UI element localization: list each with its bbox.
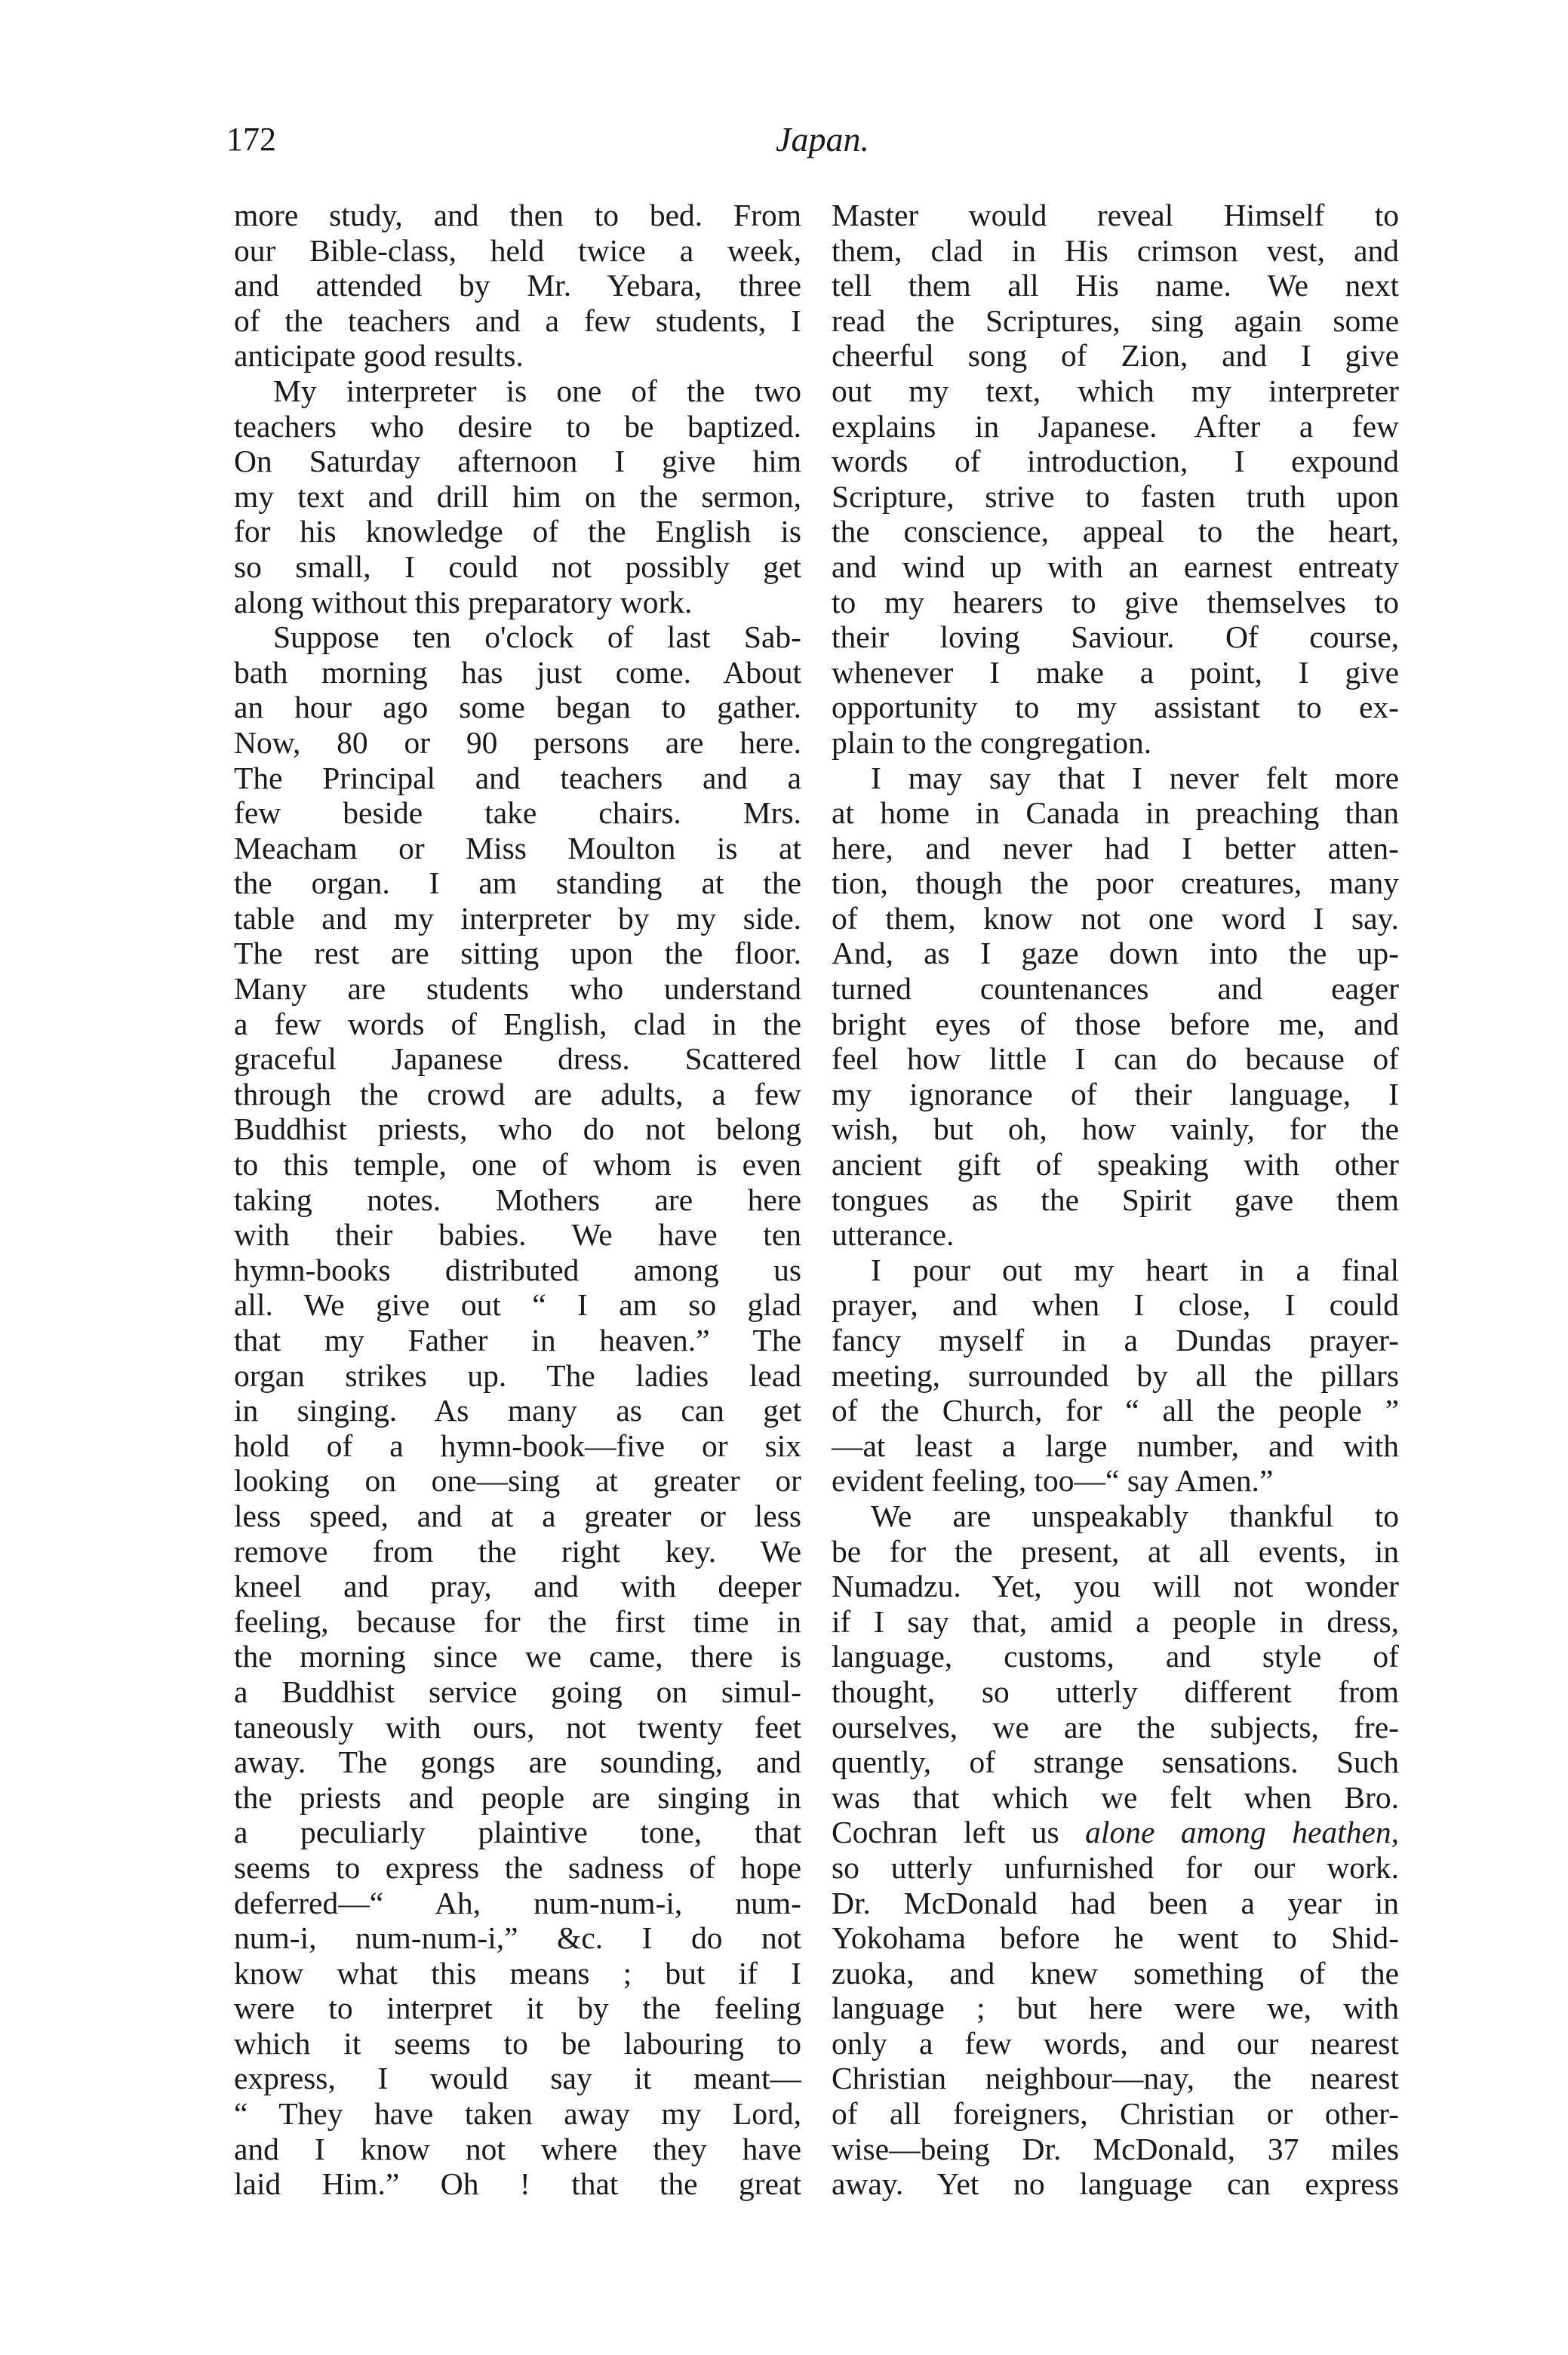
text-line-content: taneously with ours, not twenty feet bbox=[234, 1709, 801, 1745]
text-line-content: Scripture, strive to fasten truth upon bbox=[832, 478, 1399, 514]
text-line bbox=[832, 831, 1399, 866]
text-line-content: —at least a large number, and with bbox=[832, 1428, 1399, 1463]
text-line-content: zuoka, and knew something of the bbox=[832, 1955, 1399, 1991]
text-line bbox=[832, 619, 1399, 655]
text-line-content: language ; but here were we, with bbox=[832, 1991, 1399, 2026]
text-line-content: my ignorance of their language, I bbox=[832, 1076, 1399, 1111]
text-line bbox=[234, 1393, 801, 1428]
text-line bbox=[234, 1287, 801, 1323]
text-line bbox=[832, 761, 1399, 796]
text-line-content: to this temple, one of whom is even bbox=[234, 1147, 801, 1182]
text-line bbox=[832, 795, 1399, 831]
text-line bbox=[832, 1710, 1399, 1745]
text-line-content: the organ. I am standing at the bbox=[234, 865, 801, 901]
text-line bbox=[832, 1111, 1399, 1147]
text-line-content: remove from the right key. We bbox=[234, 1533, 801, 1569]
text-line-content: Buddhist priests, who do not belong bbox=[234, 1111, 801, 1147]
text-line bbox=[234, 2026, 801, 2061]
text-line-content: hold of a hymn-book—five or six bbox=[234, 1428, 801, 1463]
text-line bbox=[234, 303, 801, 339]
text-line-content: laid Him.” Oh ! that the great bbox=[234, 2166, 801, 2202]
text-line bbox=[832, 1358, 1399, 1394]
text-line bbox=[234, 198, 801, 233]
text-line-content: prayer, and when I close, I could bbox=[832, 1287, 1399, 1323]
text-line-content: The rest are sitting upon the floor. bbox=[234, 936, 801, 971]
text-line bbox=[234, 444, 801, 479]
text-line bbox=[832, 1780, 1399, 1815]
text-line-content: anticipate good results. bbox=[234, 338, 524, 374]
text-line-content: if I say that, amid a people in dress, bbox=[832, 1603, 1399, 1639]
text-line-content: only a few words, and our nearest bbox=[832, 2025, 1399, 2061]
page-header bbox=[226, 117, 1419, 162]
text-line-content: whenever I make a point, I give bbox=[832, 654, 1399, 690]
text-line-content: teachers who desire to be baptized. bbox=[234, 408, 801, 444]
text-line-content: My interpreter is one of the two bbox=[273, 373, 801, 408]
text-line bbox=[234, 655, 801, 690]
text-line bbox=[832, 549, 1399, 585]
text-line bbox=[832, 1569, 1399, 1604]
text-line-content: turned countenances and eager bbox=[832, 971, 1399, 1007]
text-line bbox=[832, 374, 1399, 409]
text-line-content: the conscience, appeal to the heart, bbox=[832, 514, 1399, 549]
text-line bbox=[234, 901, 801, 936]
text-line-content: to my hearers to give themselves to bbox=[832, 584, 1399, 619]
text-line-content: an hour ago some began to gather. bbox=[234, 690, 801, 725]
text-line-content: feeling, because for the first time in bbox=[234, 1603, 801, 1639]
text-line-content: Yokohama before he went to Shid- bbox=[832, 1920, 1399, 1956]
text-line-content: wish, but oh, how vainly, for the bbox=[832, 1111, 1399, 1147]
text-line bbox=[832, 1920, 1399, 1956]
text-line-content: feel how little I can do because of bbox=[832, 1041, 1399, 1077]
text-line-content: less speed, and at a greater or less bbox=[234, 1498, 801, 1533]
text-line-content: tell them all His name. We next bbox=[832, 268, 1399, 303]
text-line-content: explains in Japanese. After a few bbox=[832, 408, 1399, 444]
text-line bbox=[832, 1077, 1399, 1112]
text-line bbox=[234, 1920, 801, 1956]
text-line-content: deferred—“ Ah, num-num-i, num- bbox=[234, 1885, 801, 1920]
text-line bbox=[832, 1991, 1399, 2026]
text-line bbox=[234, 1077, 801, 1112]
text-line-content: Suppose ten o'clock of last Sab- bbox=[273, 619, 801, 655]
text-line-content: utterance. bbox=[832, 1217, 955, 1253]
text-line-content: Cochran left us bbox=[832, 1815, 1086, 1850]
text-line-content: was that which we felt when Bro. bbox=[832, 1779, 1399, 1815]
text-line-content: be for the present, at all events, in bbox=[832, 1533, 1399, 1569]
text-line-content: more study, and then to bed. From bbox=[234, 198, 801, 232]
text-line-content: so utterly unfurnished for our work. bbox=[832, 1849, 1399, 1885]
text-line bbox=[832, 936, 1399, 971]
text-line bbox=[832, 1674, 1399, 1710]
text-line-content: Master would reveal Himself to bbox=[832, 198, 1399, 232]
text-line-content: Meacham or Miss Moulton is at bbox=[234, 830, 801, 865]
text-line bbox=[832, 198, 1399, 233]
text-line-content: meeting, surrounded by all the pillars bbox=[832, 1357, 1399, 1393]
text-line bbox=[832, 409, 1399, 444]
text-line-content: along without this preparatory work. bbox=[234, 584, 693, 619]
text-line bbox=[234, 1991, 801, 2026]
text-line bbox=[832, 1287, 1399, 1323]
text-line-content: table and my interpreter by my side. bbox=[234, 900, 801, 936]
text-line bbox=[832, 2061, 1399, 2096]
text-line bbox=[832, 725, 1399, 761]
text-line-content: know what this means ; but if I bbox=[234, 1955, 801, 1991]
text-line bbox=[234, 1182, 801, 1218]
text-line bbox=[234, 268, 801, 303]
text-line bbox=[234, 1358, 801, 1394]
text-line bbox=[234, 2096, 801, 2132]
text-line bbox=[832, 1428, 1399, 1464]
text-line-content: all. We give out “ I am so glad bbox=[234, 1287, 801, 1323]
text-line bbox=[832, 479, 1399, 515]
italic-phrase: alone among heathen, bbox=[1085, 1815, 1399, 1850]
text-line bbox=[234, 1111, 801, 1147]
text-line-content: read the Scriptures, sing again some bbox=[832, 303, 1399, 338]
text-line bbox=[234, 549, 801, 585]
text-line bbox=[832, 690, 1399, 725]
text-line-content: Dr. McDonald had been a year in bbox=[832, 1885, 1399, 1920]
text-line-content: and attended by Mr. Yebara, three bbox=[234, 268, 801, 303]
text-line-content: seems to express the sadness of hope bbox=[234, 1849, 801, 1885]
text-line bbox=[234, 2132, 801, 2167]
text-line bbox=[234, 1534, 801, 1569]
text-line-content: tongues as the Spirit gave them bbox=[832, 1182, 1399, 1217]
text-line bbox=[832, 1182, 1399, 1218]
text-line-content: We are unspeakably thankful to bbox=[871, 1498, 1399, 1533]
text-line-content: Now, 80 or 90 persons are here. bbox=[234, 724, 801, 760]
text-line bbox=[832, 1253, 1399, 1288]
text-line bbox=[832, 338, 1399, 374]
page-number: 172 bbox=[226, 121, 276, 158]
text-line-content: express, I would say it meant— bbox=[234, 2061, 801, 2096]
text-line bbox=[234, 690, 801, 725]
text-line bbox=[832, 1850, 1399, 1886]
text-line-content: few beside take chairs. Mrs. bbox=[234, 795, 801, 831]
text-line bbox=[832, 655, 1399, 690]
text-line bbox=[832, 2132, 1399, 2167]
text-line-content: words of introduction, I expound bbox=[832, 444, 1399, 479]
text-line bbox=[234, 1499, 801, 1534]
text-line-content: Many are students who understand bbox=[234, 971, 801, 1007]
text-line-content: through the crowd are adults, a few bbox=[234, 1076, 801, 1111]
text-line bbox=[832, 1007, 1399, 1042]
text-line bbox=[832, 1886, 1399, 1921]
text-line bbox=[234, 1217, 801, 1253]
text-line bbox=[832, 1499, 1399, 1534]
text-line bbox=[832, 268, 1399, 303]
text-line bbox=[234, 831, 801, 866]
text-line bbox=[832, 303, 1399, 339]
text-line-content: at home in Canada in preaching than bbox=[832, 795, 1399, 831]
text-line-content: ourselves, we are the subjects, fre- bbox=[832, 1709, 1399, 1745]
text-line-content: organ strikes up. The ladies lead bbox=[234, 1357, 801, 1393]
text-line bbox=[234, 1674, 801, 1710]
text-line-content: the priests and people are singing in bbox=[234, 1779, 801, 1815]
text-line bbox=[832, 971, 1399, 1007]
text-line-content: away. Yet no language can express bbox=[832, 2166, 1399, 2202]
text-line-content: “ They have taken away my Lord, bbox=[234, 2096, 801, 2132]
text-line-content: ancient gift of speaking with other bbox=[832, 1147, 1399, 1182]
text-line-content: bright eyes of those before me, and bbox=[832, 1006, 1399, 1041]
text-line bbox=[234, 725, 801, 761]
text-line-content: here, and never had I better atten- bbox=[832, 830, 1399, 865]
text-line bbox=[832, 1217, 1399, 1253]
right-text-column bbox=[832, 198, 1399, 2202]
text-line-content: a peculiarly plaintive tone, that bbox=[234, 1815, 801, 1850]
text-line-content: Christian neighbour—nay, the nearest bbox=[832, 2061, 1399, 2096]
text-line bbox=[832, 514, 1399, 549]
text-line-content: the morning since we came, there is bbox=[234, 1639, 801, 1674]
text-line bbox=[832, 1639, 1399, 1674]
text-line-content: of all foreigners, Christian or other- bbox=[832, 2096, 1399, 2132]
text-line-content: On Saturday afternoon I give him bbox=[234, 444, 801, 479]
text-line bbox=[234, 865, 801, 901]
text-line-content: out my text, which my interpreter bbox=[832, 373, 1399, 408]
text-line bbox=[234, 1041, 801, 1077]
text-line bbox=[234, 1639, 801, 1674]
text-line bbox=[234, 338, 801, 374]
text-line bbox=[234, 1745, 801, 1780]
text-line bbox=[832, 2026, 1399, 2061]
text-line-content: their loving Saviour. Of course, bbox=[832, 619, 1399, 655]
text-line bbox=[234, 1147, 801, 1182]
text-line bbox=[832, 865, 1399, 901]
text-line-content: so small, I could not possibly get bbox=[234, 549, 801, 584]
text-line-content: kneel and pray, and with deeper bbox=[234, 1569, 801, 1604]
text-line-content: with their babies. We have ten bbox=[234, 1217, 801, 1253]
text-line-content: wise—being Dr. McDonald, 37 miles bbox=[832, 2131, 1399, 2166]
text-line-content: away. The gongs are sounding, and bbox=[234, 1745, 801, 1780]
text-line-content: a few words of English, clad in the bbox=[234, 1006, 801, 1041]
text-line-content: of the Church, for “ all the people ” bbox=[832, 1393, 1399, 1428]
text-line bbox=[234, 585, 801, 620]
text-line-content: The Principal and teachers and a bbox=[234, 760, 801, 795]
text-line bbox=[832, 2096, 1399, 2132]
text-line-content: and I know not where they have bbox=[234, 2131, 801, 2166]
text-line-content: and wind up with an earnest entreaty bbox=[832, 549, 1399, 584]
text-line-content: I pour out my heart in a final bbox=[871, 1252, 1399, 1287]
text-line bbox=[234, 1569, 801, 1604]
text-line-content: opportunity to my assistant to ex- bbox=[832, 690, 1399, 725]
text-line bbox=[234, 514, 801, 549]
text-line-content: a Buddhist service going on simul- bbox=[234, 1674, 801, 1709]
text-line bbox=[832, 1041, 1399, 1077]
text-line-content: that my Father in heaven.” The bbox=[234, 1323, 801, 1357]
text-line bbox=[832, 585, 1399, 620]
text-line bbox=[234, 1463, 801, 1499]
text-line bbox=[234, 1007, 801, 1042]
text-line bbox=[234, 409, 801, 444]
text-line bbox=[832, 444, 1399, 479]
text-line bbox=[234, 971, 801, 1007]
text-line-content: which it seems to be labouring to bbox=[234, 2025, 801, 2061]
text-line bbox=[234, 619, 801, 655]
text-line bbox=[832, 1745, 1399, 1780]
text-line-content: tion, though the poor creatures, many bbox=[832, 865, 1399, 901]
text-line bbox=[234, 479, 801, 515]
text-line bbox=[234, 1850, 801, 1886]
text-line-content: my text and drill him on the sermon, bbox=[234, 478, 801, 514]
text-line-content: num-i, num-num-i,” &c. I do not bbox=[234, 1920, 801, 1956]
text-line bbox=[832, 1393, 1399, 1428]
text-line bbox=[234, 1780, 801, 1815]
text-line-content: fancy myself in a Dundas prayer- bbox=[832, 1323, 1399, 1357]
text-line-content: bath morning has just come. About bbox=[234, 654, 801, 690]
text-line-content: graceful Japanese dress. Scattered bbox=[234, 1041, 801, 1077]
text-line bbox=[234, 1815, 801, 1850]
running-title: Japan. bbox=[776, 120, 869, 158]
text-line bbox=[832, 233, 1399, 269]
text-line-content: of them, know not one word I say. bbox=[832, 900, 1399, 936]
text-line-content: language, customs, and style of bbox=[832, 1639, 1399, 1674]
text-line bbox=[832, 1323, 1399, 1358]
text-line-content: in singing. As many as can get bbox=[234, 1393, 801, 1428]
text-line bbox=[234, 795, 801, 831]
text-line bbox=[234, 1886, 801, 1921]
text-line-content: of the teachers and a few students, I bbox=[234, 303, 801, 338]
text-line bbox=[832, 2166, 1399, 2202]
text-line bbox=[832, 1147, 1399, 1182]
text-line-content: And, as I gaze down into the up- bbox=[832, 936, 1399, 971]
text-line bbox=[234, 1710, 801, 1745]
text-line-content: were to interpret it by the feeling bbox=[234, 1991, 801, 2026]
text-line-content: cheerful song of Zion, and I give bbox=[832, 338, 1399, 374]
text-line-content: looking on one—sing at greater or bbox=[234, 1463, 801, 1499]
text-line bbox=[832, 1956, 1399, 1991]
text-line-content: I may say that I never felt more bbox=[871, 760, 1399, 795]
text-line bbox=[832, 1534, 1399, 1569]
text-line bbox=[832, 901, 1399, 936]
text-line-content: for his knowledge of the English is bbox=[234, 514, 801, 549]
text-line-content: taking notes. Mothers are here bbox=[234, 1182, 801, 1217]
text-line bbox=[234, 1253, 801, 1288]
text-line-content: them, clad in His crimson vest, and bbox=[832, 232, 1399, 268]
text-line-content: plain to the congregation. bbox=[832, 724, 1152, 760]
text-line-content: thought, so utterly different from bbox=[832, 1674, 1399, 1709]
text-line bbox=[832, 1604, 1399, 1640]
text-line bbox=[234, 936, 801, 971]
text-line bbox=[234, 2166, 801, 2202]
text-line-content: evident feeling, too—“ say Amen.” bbox=[832, 1463, 1274, 1499]
text-line-content: hymn-books distributed among us bbox=[234, 1252, 801, 1287]
text-line bbox=[832, 1815, 1399, 1850]
text-line bbox=[234, 1604, 801, 1640]
text-line bbox=[234, 761, 801, 796]
text-line bbox=[234, 233, 801, 269]
text-line-content: quently, of strange sensations. Such bbox=[832, 1745, 1399, 1780]
text-line-content: our Bible-class, held twice a week, bbox=[234, 232, 801, 268]
text-line bbox=[234, 1323, 801, 1358]
text-line bbox=[832, 1463, 1399, 1499]
text-line-content: Numadzu. Yet, you will not wonder bbox=[832, 1569, 1399, 1604]
text-line bbox=[234, 1956, 801, 1991]
left-text-column bbox=[234, 198, 801, 2202]
text-line bbox=[234, 1428, 801, 1464]
text-line bbox=[234, 2061, 801, 2096]
text-line bbox=[234, 374, 801, 409]
